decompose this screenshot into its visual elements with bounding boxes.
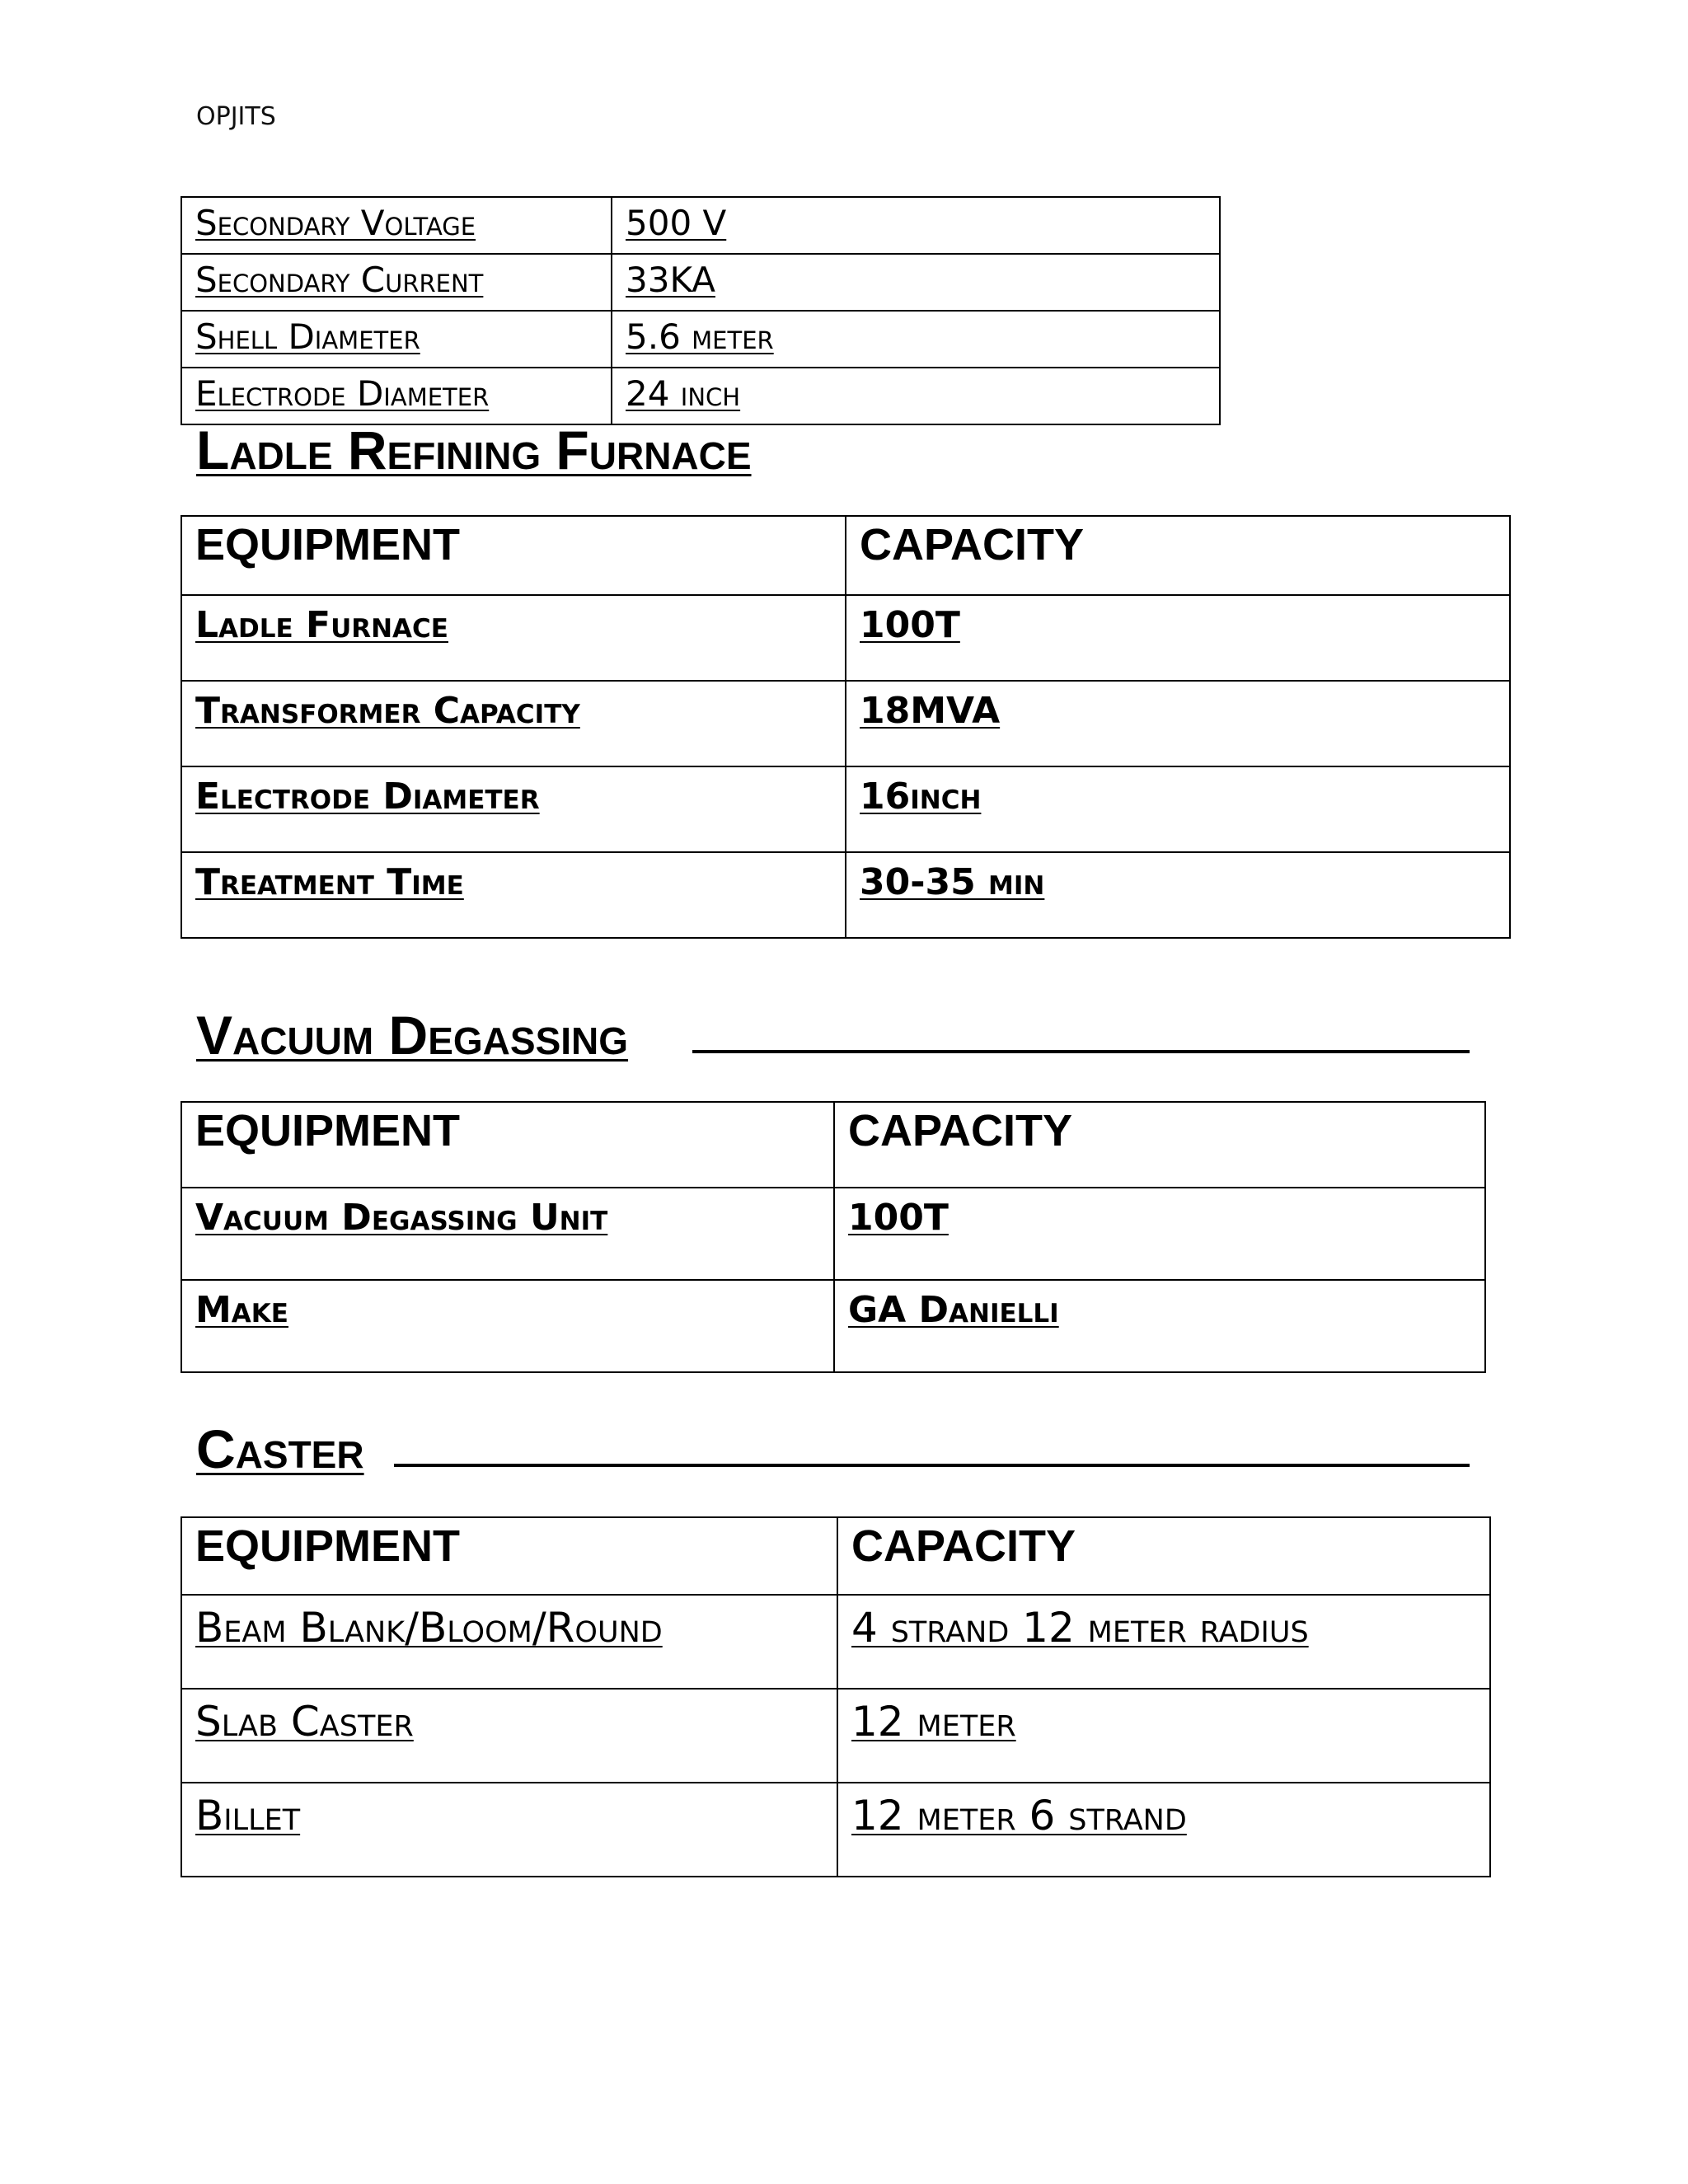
spec-label: Electrode Diameter (181, 368, 612, 424)
capacity-cell: 12 meter 6 strand (837, 1783, 1490, 1877)
capacity-cell: 4 strand 12 meter radius (837, 1595, 1490, 1689)
equipment-cell: Treatment Time (181, 852, 846, 938)
equipment-cell: Slab Caster (181, 1689, 837, 1783)
capacity-cell: 100T (834, 1188, 1485, 1280)
table-header-row (181, 1102, 1485, 1188)
equipment-cell: Electrode Diameter (181, 766, 846, 852)
spec-value: 33KA (612, 254, 1220, 311)
spec-label: Secondary Voltage (181, 197, 612, 254)
table-row (181, 197, 1220, 254)
column-header-capacity: CAPACITY (846, 516, 1510, 595)
table-row (181, 1689, 1490, 1783)
column-header-equipment: EQUIPMENT (181, 516, 846, 595)
equipment-cell: Billet (181, 1783, 837, 1877)
capacity-cell: 100T (846, 595, 1510, 681)
vd-heading: Vacuum Degassing (196, 1005, 629, 1066)
equipment-cell: Ladle Furnace (181, 595, 846, 681)
spec-label: Secondary Current (181, 254, 612, 311)
capacity-cell: 18MVA (846, 681, 1510, 766)
spec-table (181, 196, 1221, 425)
column-header-equipment: EQUIPMENT (181, 1102, 834, 1188)
table-header-row (181, 1517, 1490, 1595)
vd-table (181, 1101, 1486, 1373)
table-row (181, 766, 1510, 852)
column-header-equipment: EQUIPMENT (181, 1517, 837, 1595)
lrf-heading: Ladle Refining Furnace (196, 419, 752, 480)
heading-rule (394, 1464, 1470, 1467)
caster-heading: Caster (196, 1418, 364, 1479)
equipment-cell: Transformer Capacity (181, 681, 846, 766)
table-row (181, 681, 1510, 766)
table-row (181, 852, 1510, 938)
table-row (181, 311, 1220, 368)
equipment-cell: Beam Blank/Bloom/Round (181, 1595, 837, 1689)
spec-value: 500 V (612, 197, 1220, 254)
spec-value: 24 inch (612, 368, 1220, 424)
capacity-cell: GA Danielli (834, 1280, 1485, 1372)
page-header: OPJITS (196, 102, 276, 131)
table-row (181, 1188, 1485, 1280)
table-row (181, 1595, 1490, 1689)
heading-rule (692, 1050, 1470, 1053)
column-header-capacity: CAPACITY (837, 1517, 1490, 1595)
equipment-cell: Vacuum Degassing Unit (181, 1188, 834, 1280)
caster-table (181, 1516, 1491, 1877)
table-row (181, 368, 1220, 424)
table-row (181, 1280, 1485, 1372)
capacity-cell: 16inch (846, 766, 1510, 852)
column-header-capacity: CAPACITY (834, 1102, 1485, 1188)
spec-label: Shell Diameter (181, 311, 612, 368)
table-header-row (181, 516, 1510, 595)
capacity-cell: 30-35 min (846, 852, 1510, 938)
table-row (181, 595, 1510, 681)
equipment-cell: Make (181, 1280, 834, 1372)
table-row (181, 254, 1220, 311)
spec-value: 5.6 meter (612, 311, 1220, 368)
lrf-table (181, 515, 1511, 939)
capacity-cell: 12 meter (837, 1689, 1490, 1783)
table-row (181, 1783, 1490, 1877)
